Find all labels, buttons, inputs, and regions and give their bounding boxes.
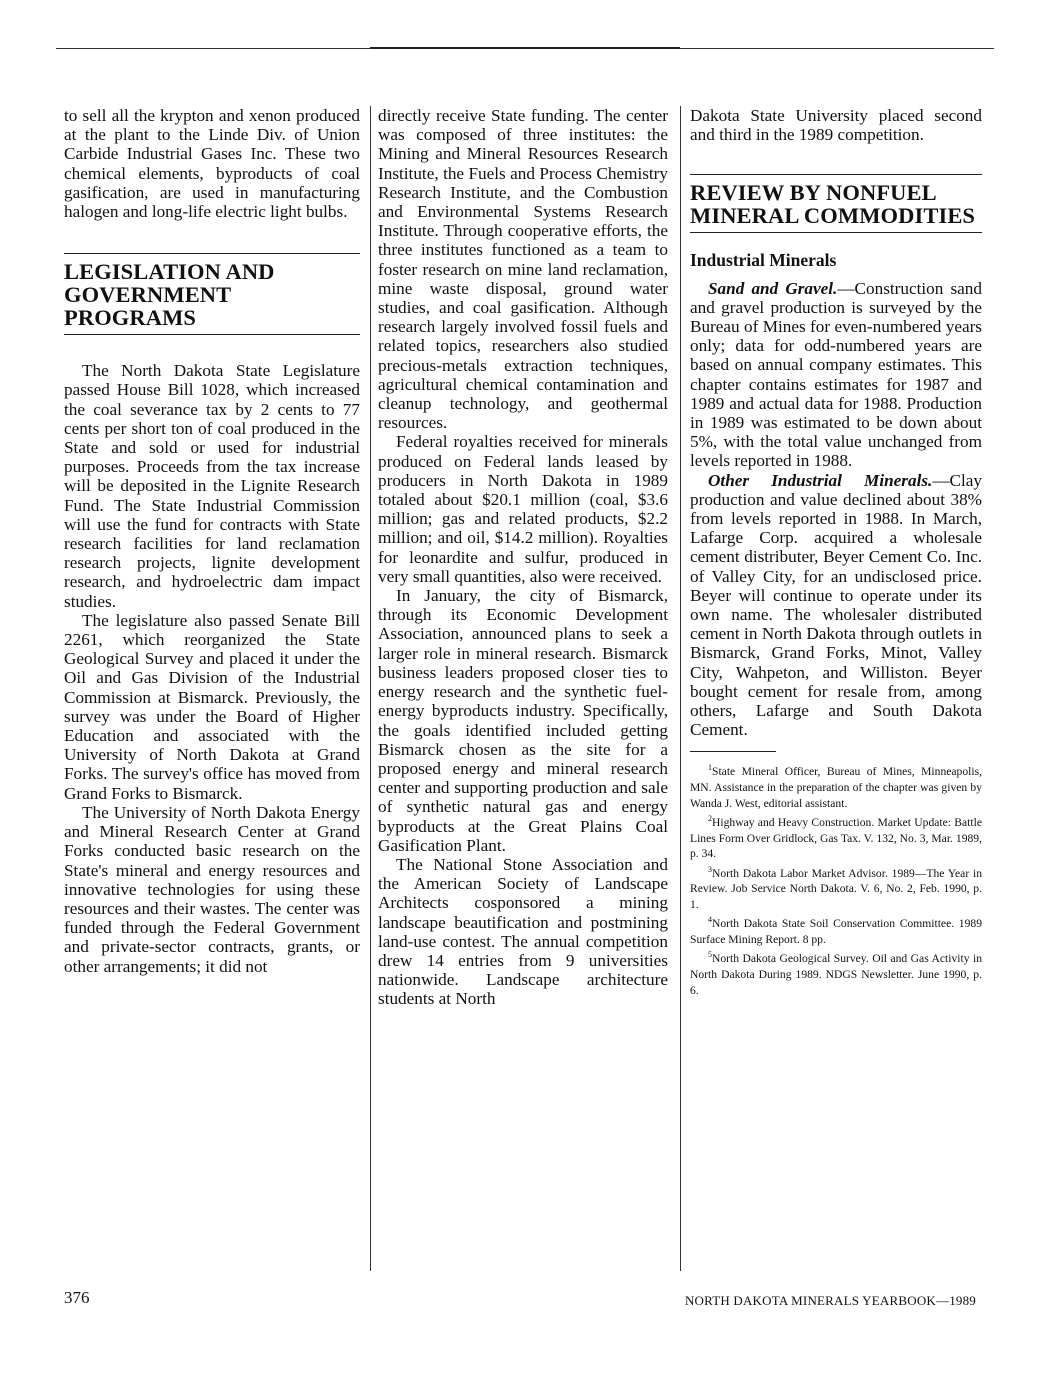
- section-heading-legislation: [64, 253, 360, 335]
- paragraph-text: —Clay production and value declined about 38% from levels reported in 1988. In March, Lafarge Corp. acquired a wholesale cement distributer, Beyer Cement Co. Inc. of Valley City, for an undisclosed price. Beyer will continue to operate under its own name. The wholesaler distributed cement in North Dakota through outlets in Bismarck, Grand Forks, Minot, Valley City, Wahpeton, and Williston. Beyer bought cement for resale from, among others, Lafarge and South Dakota Cement.: [690, 470, 982, 740]
- subheading-industrial-minerals: Industrial Minerals: [690, 250, 837, 271]
- footnote: [690, 760, 982, 811]
- paragraph-other-minerals: [690, 471, 982, 740]
- paragraph-text: —Construction sand and gravel production is surveyed by the Bureau of Mines for even-numbered years only; data for odd-numbered years are based on annual company estimates. This chapter contains estimates for 1987 and 1989 and actual data for 1988. Production in 1989 was estimated to be down about 5%, with the total value unchanged from levels reported in 1988.: [690, 278, 982, 471]
- heading-line: LEGISLATION AND: [64, 259, 275, 285]
- footnote-number: 3: [708, 864, 712, 874]
- footnote-text: State Mineral Officer, Bureau of Mines, Minneapolis, MN. Assistance in the preparation of the chapter was given by Wanda J. West, editorial assistant.: [690, 765, 982, 810]
- paragraph: The legislature also passed Senate Bill 2261, which reorganized the State Geological Survey and placed it under the Oil and Gas Division of the Industrial Commission at Bismarck. Previously, the survey was under the Board of Higher Education and associated with the University of North Dakota at Grand Forks. The survey's office has moved from Grand Forks to Bismarck.: [64, 610, 360, 803]
- paragraph-sand-gravel: [690, 279, 982, 471]
- footnote-number: 2: [708, 814, 712, 824]
- heading-line: MINERAL COMMODITIES: [690, 203, 976, 229]
- footnote-text: North Dakota State Soil Conservation Committee. 1989 Surface Mining Report. 8 pp.: [690, 917, 982, 946]
- paragraph: Dakota State University placed second and third in the 1989 competition.: [690, 106, 982, 145]
- column-divider-1: [370, 106, 371, 1271]
- footnote-rule: [690, 751, 776, 752]
- footnote-number: 1: [708, 763, 712, 773]
- paragraph: directly receive State funding. The center was composed of three institutes: the Mining and Mineral Resources Research Institute, the Fuels and Process Chemistry Research Institute, and the Combustion and Environmental Systems Research Institute. Through cooperative efforts, the three institutes functioned as a team to foster research on mine land reclamation, mine waste disposal, ground water studies, and coal gasification. Although research largely involved fossil fuels and related topics, researchers also studied precious-metals extraction techniques, agricultural chemical contamination and cleanup technology, and geothermal resources.: [378, 106, 668, 433]
- column-1: [64, 106, 360, 976]
- section-heading-review: [690, 174, 982, 233]
- column-3: [690, 106, 982, 998]
- footnote: [690, 862, 982, 913]
- heading-line: GOVERNMENT PROGRAMS: [64, 282, 231, 331]
- paragraph: The National Stone Association and the American Society of Landscape Architects cosponsored a mining landscape beautification and postmining land-use contest. The annual competition drew 14 entries from 9 universities nationwide. Landscape architecture students at North: [378, 854, 668, 1009]
- run-in-heading: Other Industrial Minerals.: [708, 470, 933, 490]
- column-2: [378, 106, 668, 1009]
- footnote-number: 4: [708, 915, 712, 925]
- run-in-heading: Sand and Gravel.: [708, 278, 838, 298]
- paragraph: The University of North Dakota Energy and Mineral Research Center at Grand Forks conducted basic research on the State's mineral and energy resources and innovative technologies for using these resources and their wastes. The center was funded through the Federal Government and private-sector contracts, grants, or other arrangements; it did not: [64, 802, 360, 976]
- page-number: 376: [64, 1288, 90, 1307]
- footnote: [690, 947, 982, 998]
- running-footer-title: NORTH DAKOTA MINERALS YEARBOOK—1989: [684, 1293, 976, 1308]
- footnote: [690, 912, 982, 947]
- paragraph: In January, the city of Bismarck, through its Economic Development Association, announced plans to seek a larger role in mineral research. Bismarck business leaders proposed closer ties to energy research and the synthetic fuel-energy byproducts industry. Specifically, the goals identified included getting Bismarck chosen as the site for a proposed energy and mineral research center and supporting production and sale of synthetic natural gas and energy byproducts at the Great Plains Coal Gasification Plant.: [378, 586, 668, 855]
- paragraph: The North Dakota State Legislature passed House Bill 1028, which increased the coal severance tax by 2 cents to 77 cents per short ton of coal produced in the State and sold or used for industrial purposes. Proceeds from the tax increase will be deposited in the Lignite Research Fund. The State Industrial Commission will use the fund for contracts with State research facilities for land reclamation research projects, lignite development research, and hydroelectric dam impact studies.: [64, 361, 360, 611]
- footnote-text: North Dakota Geological Survey. Oil and Gas Activity in North Dakota During 1989. NDGS Newsletter. June 1990, p. 6.: [690, 952, 982, 997]
- footnote-text: Highway and Heavy Construction. Market Update: Battle Lines Form Over Gridlock, Gas Tax. V. 132, No. 3, Mar. 1989, p. 34.: [690, 815, 982, 861]
- heading-line: REVIEW BY NONFUEL: [690, 180, 937, 206]
- top-rule-accent: [370, 47, 680, 49]
- footnote-text: North Dakota Labor Market Advisor. 1989—The Year in Review. Job Service North Dakota. V. 6, No. 2, Feb. 1990, p. 1.: [690, 866, 982, 911]
- column-divider-2: [680, 106, 681, 1271]
- paragraph: Federal royalties received for minerals produced on Federal lands leased by producers in North Dakota in 1989 totaled about $20.1 million (coal, $3.6 million; gas and related products, $2.2 million; and oil, $14.2 million). Royalties for leonardite and sulfur, produced in very small quantities, also were received.: [378, 432, 668, 586]
- footnote: [690, 811, 982, 862]
- footnote-number: 5: [708, 950, 712, 960]
- paragraph: to sell all the krypton and xenon produced at the plant to the Linde Div. of Union Carbide Industrial Gases Inc. These two chemical elements, byproducts of coal gasification, are used in manufacturing halogen and long-life electric light bulbs.: [64, 106, 360, 222]
